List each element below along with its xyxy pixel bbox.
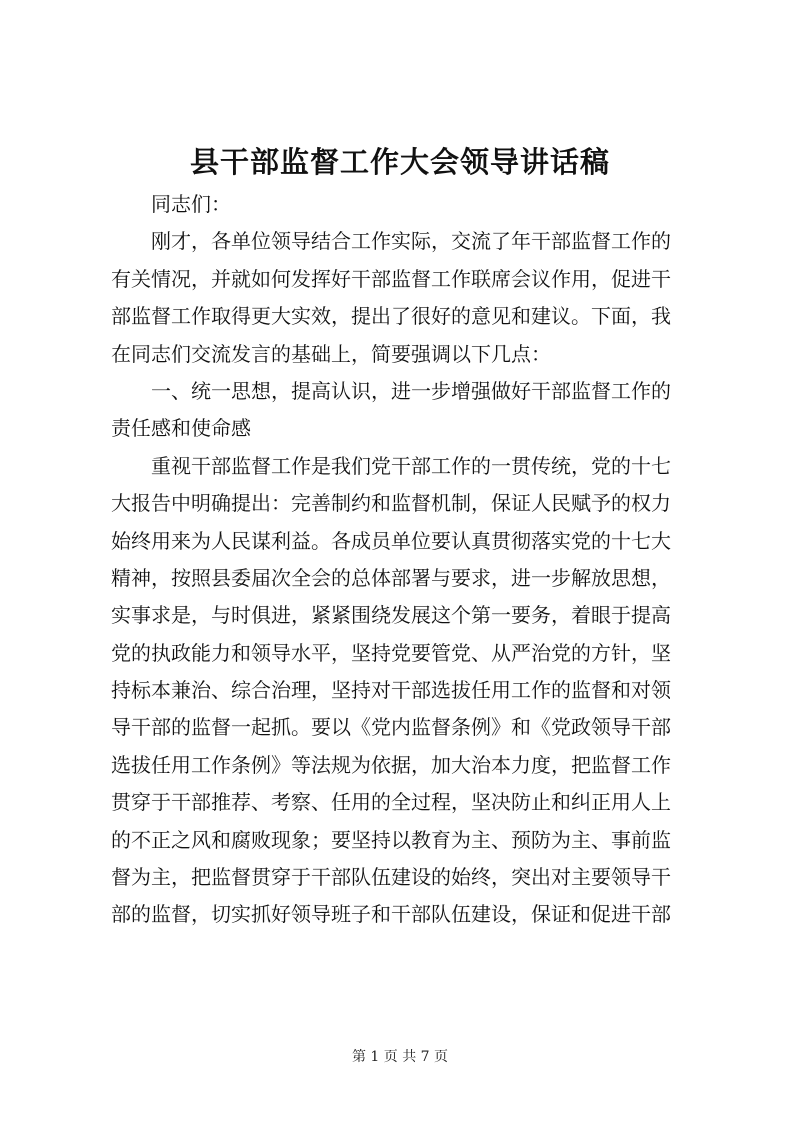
paragraph-line: 贯穿于干部推荐、考察、任用的全过程，坚决防止和纠正用人上 xyxy=(111,790,671,815)
paragraph-line: 有关情况，并就如何发挥好干部监督工作联席会议作用，促进干 xyxy=(111,266,671,291)
paragraph-line: 在同志们交流发言的基础上，简要强调以下几点： xyxy=(111,341,551,366)
paragraph-line: 持标本兼治、综合治理，坚持对干部选拔任用工作的监督和对领 xyxy=(111,678,671,703)
paragraph-line: 部的监督，切实抓好领导班子和干部队伍建设，保证和促进干部 xyxy=(111,902,671,927)
paragraph-line: 始终用来为人民谋利益。各成员单位要认真贯彻落实党的十七大 xyxy=(111,528,671,553)
paragraph-line: 大报告中明确提出：完善制约和监督机制，保证人民赋予的权力 xyxy=(111,491,671,516)
paragraph-line: 导干部的监督一起抓。要以《党内监督条例》和《党政领导干部 xyxy=(111,715,671,740)
paragraph-line: 的不正之风和腐败现象；要坚持以教育为主、预防为主、事前监 xyxy=(111,827,671,852)
paragraph-line: 督为主，把监督贯穿于干部队伍建设的始终，突出对主要领导干 xyxy=(111,865,671,890)
section-heading-line: 一、统一思想，提高认识，进一步增强做好干部监督工作的 xyxy=(151,378,671,403)
paragraph-line: 精神，按照县委届次全会的总体部署与要求，进一步解放思想， xyxy=(111,565,671,590)
paragraph-line: 党的执政能力和领导水平，坚持党要管党、从严治党的方针，坚 xyxy=(111,640,671,665)
document-title: 县干部监督工作大会领导讲话稿 xyxy=(189,145,610,179)
paragraph-line: 实事求是，与时俱进，紧紧围绕发展这个第一要务，着眼于提高 xyxy=(111,603,671,628)
page-footer: 第 1 页 共 7 页 xyxy=(351,1049,449,1065)
paragraph-line: 选拔任用工作条例》等法规为依据，加大治本力度，把监督工作 xyxy=(111,752,671,777)
salutation-line: 同志们： xyxy=(151,192,231,216)
paragraph-line: 重视干部监督工作是我们党干部工作的一贯传统，党的十七 xyxy=(151,453,671,478)
section-heading-line: 责任感和使命感 xyxy=(111,416,251,441)
paragraph-line: 部监督工作取得更大实效，提出了很好的意见和建议。下面，我 xyxy=(111,304,671,329)
document-body xyxy=(111,186,703,934)
paragraph-line: 刚才，各单位领导结合工作实际，交流了年干部监督工作的 xyxy=(151,229,671,254)
